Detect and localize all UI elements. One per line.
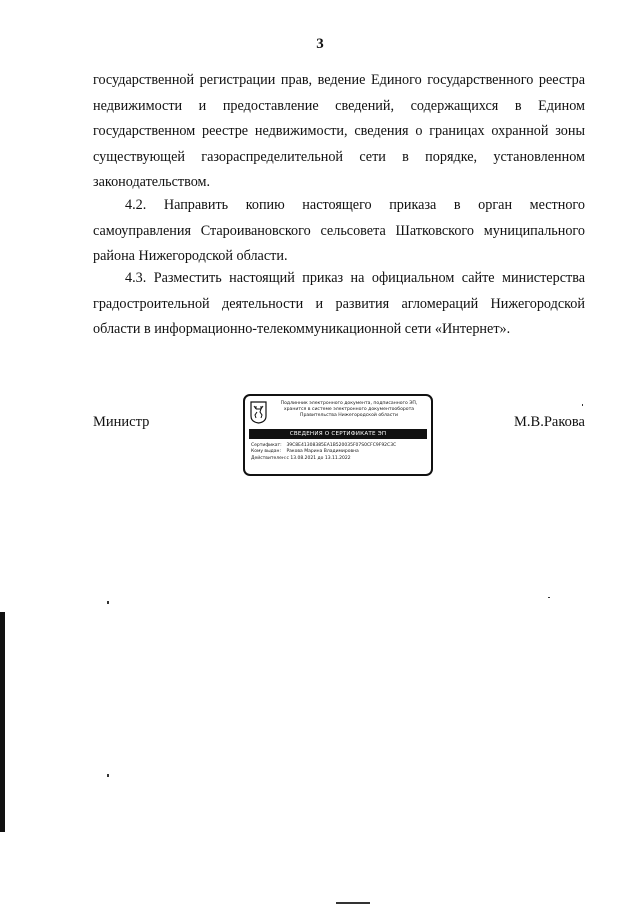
stamp-header-line: хранится в системе электронного документооборота [283, 407, 415, 413]
scan-speck [107, 774, 109, 777]
valid-row [251, 456, 429, 462]
paragraph-registration: государственной регистрации прав, ведение Единого государственного реестра недвижимости и предоставление сведений, содержащихся в Едином государственном реестре недвижимости, сведения о границах охранной зоны существующей газораспределительной сети в порядке, установленном законодательством. [93, 72, 585, 190]
certificate-value: 39C8E41308385EA1B520035F07S0CFC9F92C3C [286, 443, 397, 448]
stamp-details [251, 443, 429, 462]
paragraph-4-3: 4.3. Разместить настоящий приказ на официальном сайте министерства градостроительной деятельности и развития агломераций Нижегородской области в информационно-телекоммуникационной сети «Интернет». [93, 270, 585, 337]
deer-emblem-icon [250, 401, 267, 424]
scan-bottom-mark [336, 902, 370, 904]
stamp-header [271, 401, 427, 420]
scan-margin-mark [0, 612, 5, 832]
signature-role: Министр [93, 414, 150, 430]
stamp-banner: СВЕДЕНИЯ О СЕРТИФИКАТЕ ЭП [249, 429, 427, 439]
paragraph-4-2: 4.2. Направить копию настоящего приказа в орган местного самоуправления Староивановского сельсовета Шатковского муниципального района Нижегородской области. [93, 197, 585, 264]
page-number: 3 [316, 36, 324, 52]
signature-name: М.В.Ракова [514, 414, 585, 430]
electronic-signature-stamp [243, 394, 433, 476]
stamp-header-line: Подлинник электронного документа, подписанного ЭП, [280, 401, 418, 406]
scan-speck [107, 601, 109, 604]
issued-to-label: Кому выдан: [251, 449, 281, 455]
scan-speck [548, 597, 550, 598]
scan-speck [582, 404, 583, 406]
valid-value: с 13.08.2021 до 13.11.2022 [286, 455, 351, 461]
issued-to-value: Ракова Марина Владимировна [286, 449, 359, 455]
stamp-header-line: Правительства Нижегородской области [300, 413, 398, 419]
certificate-label: Сертификат: [251, 443, 282, 448]
valid-label: Действителен: [251, 455, 287, 461]
